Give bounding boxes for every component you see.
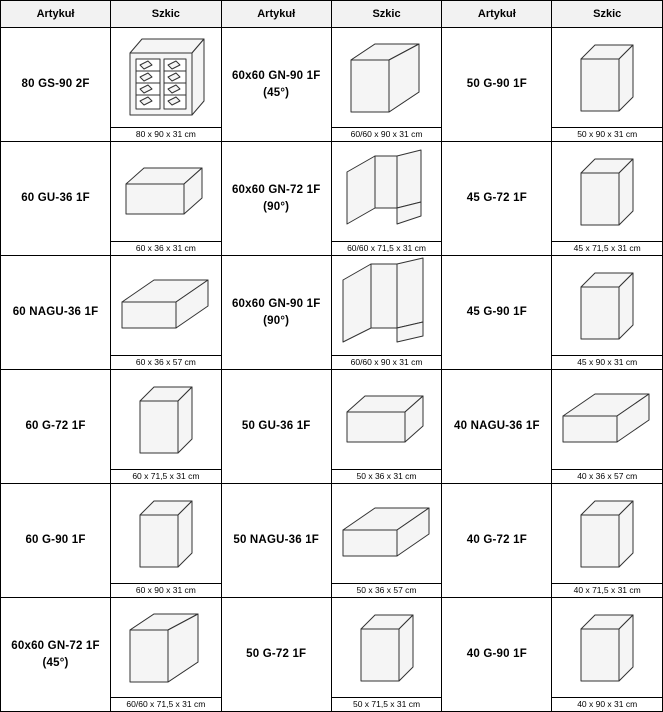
sketch-wrapper [111,256,221,369]
cabinet-drawing-tall-box-icon [111,484,221,583]
article-code: 60 G-90 1F [1,484,111,598]
sketch-wrapper [332,370,442,483]
article-code-angle: (90°) [263,314,290,327]
sketch-cell [331,598,442,712]
sketch-cell [552,28,663,142]
sketch-cell [111,370,222,484]
article-code: 60x60 GN-72 1F (45°) [1,598,111,712]
dimension-label: 60/60 x 71,5 x 31 cm [111,697,221,711]
article-code: 50 NAGU-36 1F [221,484,331,598]
cabinet-drawing-wide-low-box-icon [111,142,221,241]
column-header-sketch-1: Szkic [111,1,222,28]
article-code: 60 NAGU-36 1F [1,256,111,370]
cabinet-drawing-deep-low-box-icon [111,256,221,355]
column-header-sketch-2: Szkic [331,1,442,28]
sketch-cell [552,484,663,598]
cabinet-drawing-deep-low-box-icon [552,370,662,469]
dimension-label: 60 x 90 x 31 cm [111,583,221,597]
sketch-wrapper [111,370,221,483]
sketch-wrapper [552,598,662,711]
sketch-cell [111,142,222,256]
sketch-cell [552,598,663,712]
header-row [1,1,663,28]
article-code: 40 G-72 1F [442,484,552,598]
column-header-sketch-3: Szkic [552,1,663,28]
article-code: 80 GS-90 2F [1,28,111,142]
article-code-angle: (90°) [263,200,290,213]
table-row [1,484,663,598]
dimension-label: 60 x 36 x 57 cm [111,355,221,369]
dimension-label: 60 x 71,5 x 31 cm [111,469,221,483]
sketch-wrapper [552,28,662,141]
dimension-label: 50 x 36 x 57 cm [332,583,442,597]
dimension-label: 45 x 71,5 x 31 cm [552,241,662,255]
cabinet-drawing-corner-45-icon [111,598,221,697]
column-header-article-1: Artykuł [1,1,111,28]
sketch-wrapper [552,484,662,597]
column-header-article-2: Artykuł [221,1,331,28]
sketch-cell [552,256,663,370]
article-code: 60 GU-36 1F [1,142,111,256]
cabinet-drawing-wine-rack-icon [111,28,221,127]
sketch-cell [552,142,663,256]
article-code: 40 G-90 1F [442,598,552,712]
dimension-label: 60 x 36 x 31 cm [111,241,221,255]
table-header [1,1,663,28]
table-row [1,256,663,370]
article-code: 60x60 GN-90 1F (90°) [221,256,331,370]
cabinet-drawing-tall-box-icon [552,28,662,127]
sketch-cell [111,598,222,712]
table-row [1,370,663,484]
table-row [1,28,663,142]
article-code: 45 G-72 1F [442,142,552,256]
dimension-label: 60/60 x 90 x 31 cm [332,127,442,141]
dimension-label: 50 x 71,5 x 31 cm [332,697,442,711]
sketch-cell [331,256,442,370]
sketch-wrapper [552,142,662,255]
sketch-cell [111,28,222,142]
sketch-cell [331,28,442,142]
cabinet-drawing-tall-box-icon [552,142,662,241]
article-code: 60x60 GN-72 1F (90°) [221,142,331,256]
dimension-label: 50 x 90 x 31 cm [552,127,662,141]
dimension-label: 40 x 36 x 57 cm [552,469,662,483]
cabinet-drawing-corner-90-tall-icon [332,256,442,355]
article-code-angle: (45°) [263,86,290,99]
table-body [1,28,663,712]
dimension-label: 45 x 90 x 31 cm [552,355,662,369]
article-code: 45 G-90 1F [442,256,552,370]
cabinet-drawing-corner-90-icon [332,142,442,241]
cabinet-drawing-tall-box-icon [552,598,662,697]
sketch-wrapper [332,484,442,597]
article-code: 50 G-90 1F [442,28,552,142]
sketch-wrapper [111,142,221,255]
dimension-label: 50 x 36 x 31 cm [332,469,442,483]
sketch-cell [331,142,442,256]
cabinet-drawing-tall-box-icon [552,256,662,355]
article-code: 50 GU-36 1F [221,370,331,484]
sketch-wrapper [332,256,442,369]
sketch-wrapper [111,484,221,597]
article-code: 60x60 GN-90 1F (45°) [221,28,331,142]
cabinet-drawing-deep-low-box-icon [332,484,442,583]
article-code: 40 NAGU-36 1F [442,370,552,484]
cabinet-drawing-tall-box-icon [552,484,662,583]
sketch-cell [331,370,442,484]
dimension-label: 80 x 90 x 31 cm [111,127,221,141]
table-row [1,598,663,712]
article-code-angle: (45°) [42,656,69,669]
article-code: 50 G-72 1F [221,598,331,712]
dimension-label: 60/60 x 90 x 31 cm [332,355,442,369]
sketch-cell [331,484,442,598]
column-header-article-3: Artykuł [442,1,552,28]
sketch-wrapper [111,598,221,711]
sketch-cell [111,256,222,370]
sketch-cell [552,370,663,484]
cabinet-drawing-tall-box-icon [111,370,221,469]
sketch-cell [111,484,222,598]
cabinet-drawing-tall-box-icon [332,598,442,697]
article-code: 60 G-72 1F [1,370,111,484]
cabinet-drawing-wide-low-box-icon [332,370,442,469]
sketch-wrapper [332,28,442,141]
sketch-wrapper [552,256,662,369]
dimension-label: 60/60 x 71,5 x 31 cm [332,241,442,255]
sketch-wrapper [552,370,662,483]
cabinet-drawing-corner-45-icon [332,28,442,127]
sketch-wrapper [332,142,442,255]
dimension-label: 40 x 71,5 x 31 cm [552,583,662,597]
dimension-label: 40 x 90 x 31 cm [552,697,662,711]
sketch-wrapper [111,28,221,141]
sketch-wrapper [332,598,442,711]
table-row [1,142,663,256]
